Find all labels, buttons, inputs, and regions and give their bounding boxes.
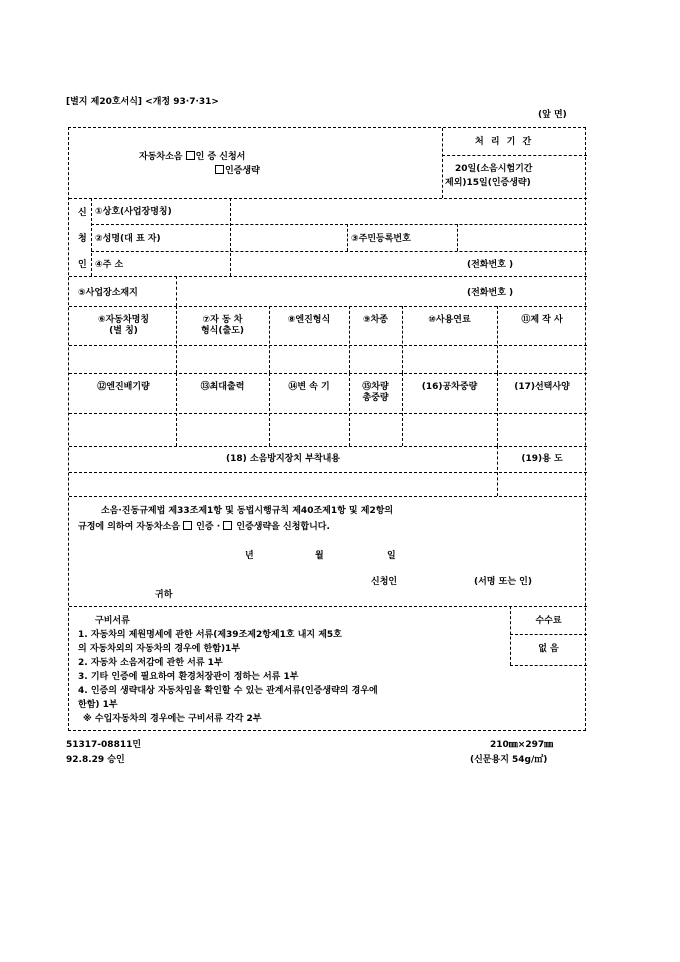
- form-title: [139, 151, 245, 163]
- applicant-side-2: 청: [78, 234, 87, 244]
- form-reference: [별지 제20호서식] <개정 93·7·31>: [66, 97, 219, 107]
- declaration-line1: 소음·진동규제법 제33조제1항 및 동법시행규칙 제40조제1항 및 제2항의: [101, 506, 394, 516]
- date-year-label: 년: [245, 551, 254, 561]
- transmission-header: ⑭변 속 기: [288, 382, 330, 392]
- form-code: 51317-08811민: [66, 740, 142, 750]
- documents-title: 구비서류: [95, 616, 130, 626]
- processing-period-line2: 제외)15일(인증생략): [445, 178, 531, 188]
- document-item: 한함) 1부: [78, 700, 118, 710]
- title-prefix: 자동차소음: [139, 152, 183, 162]
- document-item: 3. 기타 인증에 필요하여 환경처장관이 정하는 서류 1부: [78, 672, 299, 682]
- document-item: 2. 자동차 소음저감에 관한 서류 1부: [78, 658, 223, 668]
- applicant-signature-label: 신청인: [371, 577, 398, 587]
- form-title-option2: [215, 165, 260, 177]
- vehicle-type-header: ⑦자 동 차 형식(출도): [200, 315, 244, 336]
- curb-weight-header: (16)공차중량: [421, 382, 478, 392]
- document-note: ※ 수입자동차의 경우에는 구비서류 각각 2부: [83, 714, 262, 724]
- paper-type: (신문용지 54g/㎡): [470, 755, 548, 765]
- displacement-header: ⑫엔진배기량: [97, 382, 150, 392]
- document-item: 4. 인증의 생략대상 자동차임을 확인할 수 있는 관계서류(인증생략의 경우에: [78, 686, 378, 696]
- recipient-label: 귀하: [155, 590, 173, 600]
- declaration-certification-checkbox[interactable]: [183, 521, 192, 530]
- title-option-certification: 인 증 신청서: [195, 152, 246, 162]
- company-name-label: ①상호(사업장명칭): [95, 207, 172, 217]
- vehicle-name-header: ⑥자동차명칭 (별 칭): [97, 315, 150, 336]
- fee-label: 수수료: [535, 616, 562, 626]
- sign-or-seal-label: (서명 또는 인): [474, 577, 532, 587]
- applicant-phone-label: (전화번호 ): [467, 260, 514, 270]
- applicant-side-1: 신: [78, 208, 87, 218]
- declaration-line2: 규정에 의하여 자동차소음 인증 · 인증생략을 신청합니다.: [78, 522, 330, 532]
- application-form: [68, 127, 586, 731]
- declaration-exemption-checkbox[interactable]: [223, 521, 232, 530]
- engine-type-header: ⑧엔진형식: [287, 315, 331, 325]
- date-month-label: 월: [315, 551, 324, 561]
- processing-period-label: 처 리 기 간: [475, 137, 534, 147]
- manufacturer-header: ⑪제 작 사: [521, 315, 563, 325]
- page-side-label: (앞 면): [538, 110, 567, 120]
- business-location-label: ⑤사업장소재지: [78, 288, 138, 298]
- approval-date: 92.8.29 승인: [66, 755, 125, 765]
- max-power-header: ⑬최대출력: [200, 382, 245, 392]
- document-item: 1. 자동차의 제원명세에 관한 서류(제39조제2항제1호 내지 제5호: [78, 630, 342, 640]
- business-phone-label: (전화번호 ): [467, 288, 514, 298]
- date-day-label: 일: [387, 551, 396, 561]
- applicant-side-3: 인: [78, 260, 87, 270]
- resident-number-label: ③주민등록번호: [351, 234, 411, 244]
- processing-period-line1: 20일(소음시험기간: [455, 164, 533, 174]
- certification-checkbox[interactable]: [186, 151, 195, 160]
- fee-value: 없 음: [538, 644, 559, 654]
- address-label: ④주 소: [95, 260, 124, 270]
- options-header: (17)선택사양: [514, 382, 570, 392]
- fuel-type-header: ⑩사용연료: [428, 315, 471, 325]
- paper-size: 210㎜×297㎜: [490, 740, 554, 750]
- document-item: 의 자동차외의 자동차의 경우에 한함)1부: [78, 644, 241, 654]
- title-option-exemption: 인증생략: [225, 166, 260, 176]
- usage-label: (19)용 도: [521, 454, 563, 464]
- representative-label: ②성명(대 표 자): [95, 234, 161, 244]
- noise-device-label: (18) 소음방지장치 부착내용: [226, 454, 340, 464]
- exemption-checkbox[interactable]: [215, 165, 224, 174]
- gross-weight-header: ⑮차량 총중량: [362, 382, 389, 403]
- vehicle-class-header: ⑨차종: [362, 315, 388, 325]
